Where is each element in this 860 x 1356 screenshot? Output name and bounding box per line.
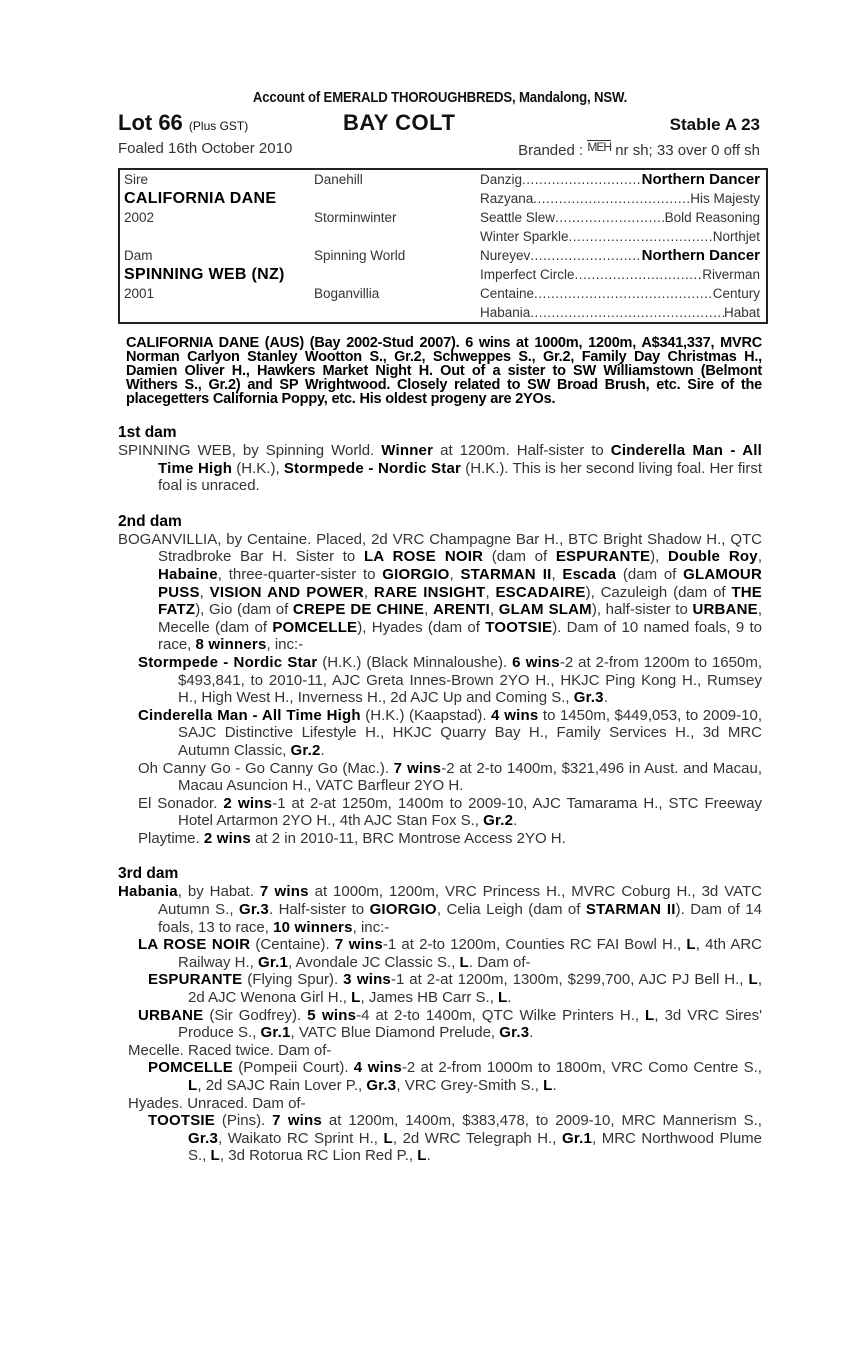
second-dam-heading: 2nd dam xyxy=(118,512,182,530)
text: , xyxy=(424,601,433,619)
text: (H.K.). This is her second living foal. Her first foal is unraced. xyxy=(158,459,762,495)
bold-text: 7 wins xyxy=(272,1112,322,1130)
gen3-name: Habania xyxy=(480,305,531,320)
gen3-sire: His Majesty xyxy=(690,191,760,206)
gen3-sire: Northern Dancer xyxy=(641,247,760,264)
bold-text: Gr.3 xyxy=(238,901,269,919)
second-dam-progeny xyxy=(118,654,762,848)
sire-name: CALIFORNIA DANE xyxy=(124,190,277,207)
gen3-sire: Century xyxy=(712,286,760,301)
bold-text: Escada xyxy=(562,565,617,583)
progeny-entry xyxy=(118,971,762,1006)
text: -2 at 2-to 1400m, $321,496 in Aust. and Macau, Macau Asuncion H., VATC Barfleur 2YO H. xyxy=(178,759,762,795)
first-dam-heading: 1st dam xyxy=(118,424,177,441)
text: . Half-sister to xyxy=(268,901,370,919)
bold-text: L xyxy=(188,1077,198,1094)
gen3-name: Danzig xyxy=(480,172,523,187)
bold-text: GLAM SLAM xyxy=(498,601,592,619)
leader-dots xyxy=(555,208,665,227)
bold-text: URBANE xyxy=(692,601,758,619)
bold-text: STARMAN II xyxy=(585,901,676,919)
third-dam-heading: 3rd dam xyxy=(118,865,179,883)
text: , James HB Carr S., xyxy=(360,989,499,1007)
bold-text: 8 winners xyxy=(195,636,267,654)
text: , Mecelle (dam of xyxy=(158,601,762,636)
foaled-date: Foaled 16th October 2010 xyxy=(118,140,293,157)
text: (Pompeii Court). xyxy=(232,1059,354,1077)
bold-text: POMCELLE xyxy=(148,1059,233,1077)
text: , Avondale JC Classic S., xyxy=(288,953,460,971)
gen3-sire: Riverman xyxy=(702,267,760,282)
bold-text: ARENTI xyxy=(432,601,490,619)
text: , xyxy=(489,601,499,619)
bold-text: L xyxy=(210,1147,220,1165)
gen3-name: Nureyev xyxy=(480,248,531,263)
progeny-entry xyxy=(118,1007,762,1042)
text: at 1200m. Half-sister to xyxy=(433,442,611,459)
text: -2 at 2-from 1200m to 1650m, $493,841, to 2010-11, AJC Greta Innes-Brown 2YO H., HKJC Ping Kong H., Rumsey H., High West H., Inverness H., 2d AJC Up and Coming S., xyxy=(178,653,762,707)
bold-text: L xyxy=(543,1077,553,1094)
text: , 4th ARC Railway H., xyxy=(178,936,762,971)
gen3-name: Seattle Slew xyxy=(480,210,556,225)
first-dam-text xyxy=(118,442,762,495)
bold-text: 7 wins xyxy=(393,759,442,777)
text: Mecelle. Raced twice. Dam of- xyxy=(128,1041,332,1059)
bold-text: Cinderella Man - All Time High xyxy=(158,442,762,477)
gen3-row xyxy=(480,189,760,208)
text: -2 at 2-from 1000m to 1800m, VRC Como Centre S., xyxy=(401,1059,762,1077)
bold-text: Double Roy xyxy=(668,548,758,566)
sire-year: 2002 xyxy=(124,210,155,225)
text: SPINNING WEB, by Spinning World. xyxy=(118,442,382,459)
text: (Sir Godfrey). xyxy=(203,1006,308,1024)
bold-text: L xyxy=(459,953,469,971)
bold-text: Gr.2 xyxy=(483,812,514,830)
text: . xyxy=(320,741,325,759)
lot-line xyxy=(118,110,762,136)
text: , xyxy=(363,583,374,601)
text: (dam of xyxy=(616,565,684,583)
text: , xyxy=(485,583,496,601)
text: -1 at 2-to 1200m, Counties RC FAI Bowl H., xyxy=(382,936,687,954)
gen3-name: Razyana xyxy=(480,191,534,206)
gen3-row xyxy=(480,170,760,189)
text: El Sonador. xyxy=(138,794,224,812)
vendor-account: Account of EMERALD THOROUGHBREDS, Mandalong, NSW. xyxy=(252,89,628,106)
bold-text: 2 wins xyxy=(223,794,273,812)
brand-mark-icon: MEH xyxy=(587,140,612,154)
text: , xyxy=(199,583,210,601)
sire-sire: Danehill xyxy=(314,172,363,187)
sire-description: CALIFORNIA DANE (AUS) (Bay 2002-Stud 2007). 6 wins at 1000m, 1200m, A$341,337, MVRC Norman Carlyon Stanley Wootton S., Gr.2, Schweppes S., Gr.2, Family Day Christmas H., Damien Oliver H., Hawkers Market Night H. Out of a sister to SW Williamstown (Belmont Withers S., Gr.2) and SP Wrightwood. Closely related to SW Broad Brush, etc. Sire of the placegetters California Poppy, etc. His oldest progeny are 2YOs. xyxy=(126,335,762,407)
text: , by Habat. xyxy=(177,883,260,901)
bold-text: GIORGIO xyxy=(382,565,450,583)
text: . xyxy=(513,812,518,830)
progeny-entry xyxy=(118,1112,762,1165)
gen3-name: Winter Sparkle xyxy=(480,229,569,244)
leader-dots xyxy=(533,189,690,208)
text: , VRC Grey-Smith S., xyxy=(396,1077,544,1094)
bold-text: TOOTSIE xyxy=(485,618,553,636)
lot-number xyxy=(118,110,248,139)
bold-text: THE FATZ xyxy=(158,583,762,619)
text: at 1200m, 1400m, $383,478, to 2009-10, MRC Mannerism S., xyxy=(321,1112,762,1130)
progeny-entry xyxy=(118,707,762,760)
text: , MRC Northwood Plume S., xyxy=(188,1129,763,1165)
bold-text: Habaine xyxy=(158,565,218,583)
text: (H.K.), xyxy=(232,459,284,477)
bold-text: Stormpede - Nordic Star xyxy=(138,653,318,671)
bold-text: GLAMOUR PUSS xyxy=(158,565,762,601)
text: , 3d Rotorua RC Lion Red P., xyxy=(219,1147,418,1165)
text: ), Hyades (dam of xyxy=(357,618,486,636)
text: , Waikato RC Sprint H., xyxy=(218,1129,384,1147)
dam-label: Dam xyxy=(124,248,153,263)
bold-text: L xyxy=(498,989,508,1007)
dam-sire: Spinning World xyxy=(314,248,406,263)
text: , xyxy=(449,565,461,583)
bold-text: Habania xyxy=(118,883,178,901)
gen3-sire: Habat xyxy=(723,305,760,320)
brand-info xyxy=(518,140,760,159)
text: , inc:- xyxy=(266,636,304,654)
text: , inc:- xyxy=(352,918,390,936)
third-dam-intro xyxy=(118,883,762,936)
bold-text: 10 winners xyxy=(273,918,353,936)
bold-text: L xyxy=(686,936,696,954)
bold-text: ESPURANTE xyxy=(555,548,651,566)
pedigree-table xyxy=(118,168,768,324)
text: (dam of xyxy=(483,548,556,566)
gen3-sire: Bold Reasoning xyxy=(664,210,760,225)
text: , three-quarter-sister to xyxy=(217,565,383,583)
progeny-entry xyxy=(118,760,762,795)
leader-dots xyxy=(575,265,703,284)
text: . xyxy=(552,1077,557,1094)
dam-name: SPINNING WEB (NZ) xyxy=(124,266,285,283)
branded-details: nr sh; 33 over 0 off sh xyxy=(615,142,760,159)
bold-text: 4 wins xyxy=(353,1059,402,1077)
text: at 2 in 2010-11, BRC Montrose Access 2YO H. xyxy=(250,829,566,847)
text: -4 at 2-to 1400m, QTC Wilke Printers H., xyxy=(356,1006,646,1024)
text: , 3d VRC Sires' Produce S., xyxy=(178,1006,762,1042)
text: (H.K.) (Black Minnaloushe). xyxy=(317,653,513,671)
sire-dam: Storminwinter xyxy=(314,210,397,225)
sire-label: Sire xyxy=(124,172,149,187)
bold-text: Gr.3 xyxy=(573,689,604,707)
bold-text: L xyxy=(383,1129,393,1147)
progeny-entry xyxy=(118,1059,762,1094)
text: . xyxy=(426,1147,431,1165)
bold-text: URBANE xyxy=(138,1006,204,1024)
lot-label: Lot 66 xyxy=(118,110,183,135)
text: BOGANVILLIA, by Centaine. Placed, 2d VRC Champagne Bar H., BTC Bright Shadow H., QTC Stradbroke Bar H. Sister to xyxy=(118,530,762,566)
bold-text: L xyxy=(645,1006,655,1024)
text: . Dam of- xyxy=(468,953,531,971)
progeny-entry xyxy=(118,1042,762,1060)
text: , 2d SAJC Rain Lover P., xyxy=(197,1077,367,1094)
gen3-sire: Northern Dancer xyxy=(641,171,760,188)
gen3-row xyxy=(480,284,760,303)
gen3-row xyxy=(480,246,760,265)
text: , xyxy=(757,548,763,566)
progeny-entry xyxy=(118,795,762,830)
text: Playtime. xyxy=(138,829,204,847)
bold-text: Winner xyxy=(381,442,434,459)
text: (Flying Spur). xyxy=(242,971,344,989)
gen3-sire: Northjet xyxy=(712,229,760,244)
progeny-entry xyxy=(118,1095,762,1113)
leader-dots xyxy=(569,227,713,246)
text: Hyades. Unraced. Dam of- xyxy=(128,1094,306,1112)
leader-dots xyxy=(522,170,642,189)
bold-text: 4 wins xyxy=(491,706,539,724)
foal-line xyxy=(118,138,762,160)
text: -1 at 2-at 1200m, 1300m, $299,700, AJC PJ Bell H., xyxy=(390,971,749,989)
bold-text: ESPURANTE xyxy=(148,971,243,989)
horse-title: BAY COLT xyxy=(343,110,456,135)
text: ), half-sister to xyxy=(591,601,693,619)
gen3-row xyxy=(480,265,760,284)
text: at 1000m, 1200m, VRC Princess H., MVRC Coburg H., 3d VATC Autumn S., xyxy=(158,883,762,919)
text: , Celia Leigh (dam of xyxy=(436,901,586,919)
progeny-entry xyxy=(118,830,762,848)
text: ). Dam of 14 foals, 13 to race, xyxy=(158,901,763,936)
bold-text: RARE INSIGHT xyxy=(373,583,486,601)
dam-dam: Boganvillia xyxy=(314,286,380,301)
text: , 2d WRC Telegraph H., xyxy=(392,1129,563,1147)
text: , 2d AJC Wenona Girl H., xyxy=(188,971,763,1007)
bold-text: 3 wins xyxy=(343,971,391,989)
bold-text: STARMAN II xyxy=(460,565,552,583)
bold-text: L xyxy=(748,971,758,989)
progeny-entry xyxy=(118,936,762,971)
bold-text: Gr.1 xyxy=(258,953,289,971)
text: ). Dam of 10 named foals, 9 to race, xyxy=(158,618,762,654)
bold-text: LA ROSE NOIR xyxy=(363,548,484,566)
gen3-name: Centaine xyxy=(480,286,535,301)
bold-text: 5 wins xyxy=(307,1006,357,1024)
second-dam-intro xyxy=(118,531,762,654)
leader-dots xyxy=(534,284,713,303)
gen3-row xyxy=(480,303,760,322)
bold-text: TOOTSIE xyxy=(148,1112,215,1130)
bold-text: ESCADAIRE xyxy=(495,583,586,601)
bold-text: L xyxy=(351,989,361,1007)
bold-text: Gr.2 xyxy=(290,741,321,759)
bold-text: 7 wins xyxy=(259,883,309,901)
text: . xyxy=(603,689,608,707)
bold-text: 7 wins xyxy=(334,936,383,954)
text: , xyxy=(551,565,563,583)
progeny-entry xyxy=(118,654,762,707)
catalogue-page xyxy=(118,88,762,1165)
text: . xyxy=(529,1024,534,1042)
bold-text: L xyxy=(417,1147,427,1165)
text: ), Gio (dam of xyxy=(195,601,293,619)
stable-number: Stable A 23 xyxy=(669,115,760,134)
text: Oh Canny Go - Go Canny Go (Mac.). xyxy=(138,759,394,777)
third-dam-progeny xyxy=(118,936,762,1165)
bold-text: Gr.1 xyxy=(260,1024,291,1042)
bold-text: Gr.3 xyxy=(499,1024,530,1042)
bold-text: LA ROSE NOIR xyxy=(138,936,251,954)
leader-dots xyxy=(530,303,724,322)
text: , VATC Blue Diamond Prelude, xyxy=(290,1024,500,1042)
text: . xyxy=(507,989,512,1007)
bold-text: GIORGIO xyxy=(369,901,437,919)
gen3-row xyxy=(480,227,760,246)
text: (Pins). xyxy=(214,1112,273,1130)
bold-text: 6 wins xyxy=(512,653,560,671)
bold-text: Gr.3 xyxy=(188,1129,218,1147)
bold-text: 2 wins xyxy=(203,829,251,847)
bold-text: CREPE DE CHINE xyxy=(292,601,425,619)
bold-text: Stormpede - Nordic Star xyxy=(283,459,462,477)
gen3-row xyxy=(480,208,760,227)
bold-text: POMCELLE xyxy=(272,618,358,636)
text: (Centaine). xyxy=(250,936,335,954)
bold-text: VISION AND POWER xyxy=(209,583,364,601)
bold-text: Gr.1 xyxy=(562,1129,593,1147)
text: -1 at 2-at 1250m, 1400m to 2009-10, AJC Tamarama H., STC Freeway Hotel Artarmon 2YO H., 4th AJC Stan Fox S., xyxy=(178,794,762,830)
text: (H.K.) (Kaapstad). xyxy=(360,706,492,724)
lot-note: (Plus GST) xyxy=(188,119,249,133)
text: ), Cazuleigh (dam of xyxy=(585,583,732,601)
text: ), xyxy=(650,548,668,566)
branded-label: Branded : xyxy=(518,142,584,159)
bold-text: Cinderella Man - All Time High xyxy=(138,706,361,724)
leader-dots xyxy=(530,246,641,265)
dam-year: 2001 xyxy=(124,286,155,301)
text: to 1450m, $449,053, to 2009-10, SAJC Distinctive Lifestyle H., HKJC Quarry Bay H., Family Services H., 3d MRC Autumn Classic, xyxy=(178,706,762,759)
bold-text: Gr.3 xyxy=(366,1077,397,1094)
gen3-name: Imperfect Circle xyxy=(480,267,575,282)
